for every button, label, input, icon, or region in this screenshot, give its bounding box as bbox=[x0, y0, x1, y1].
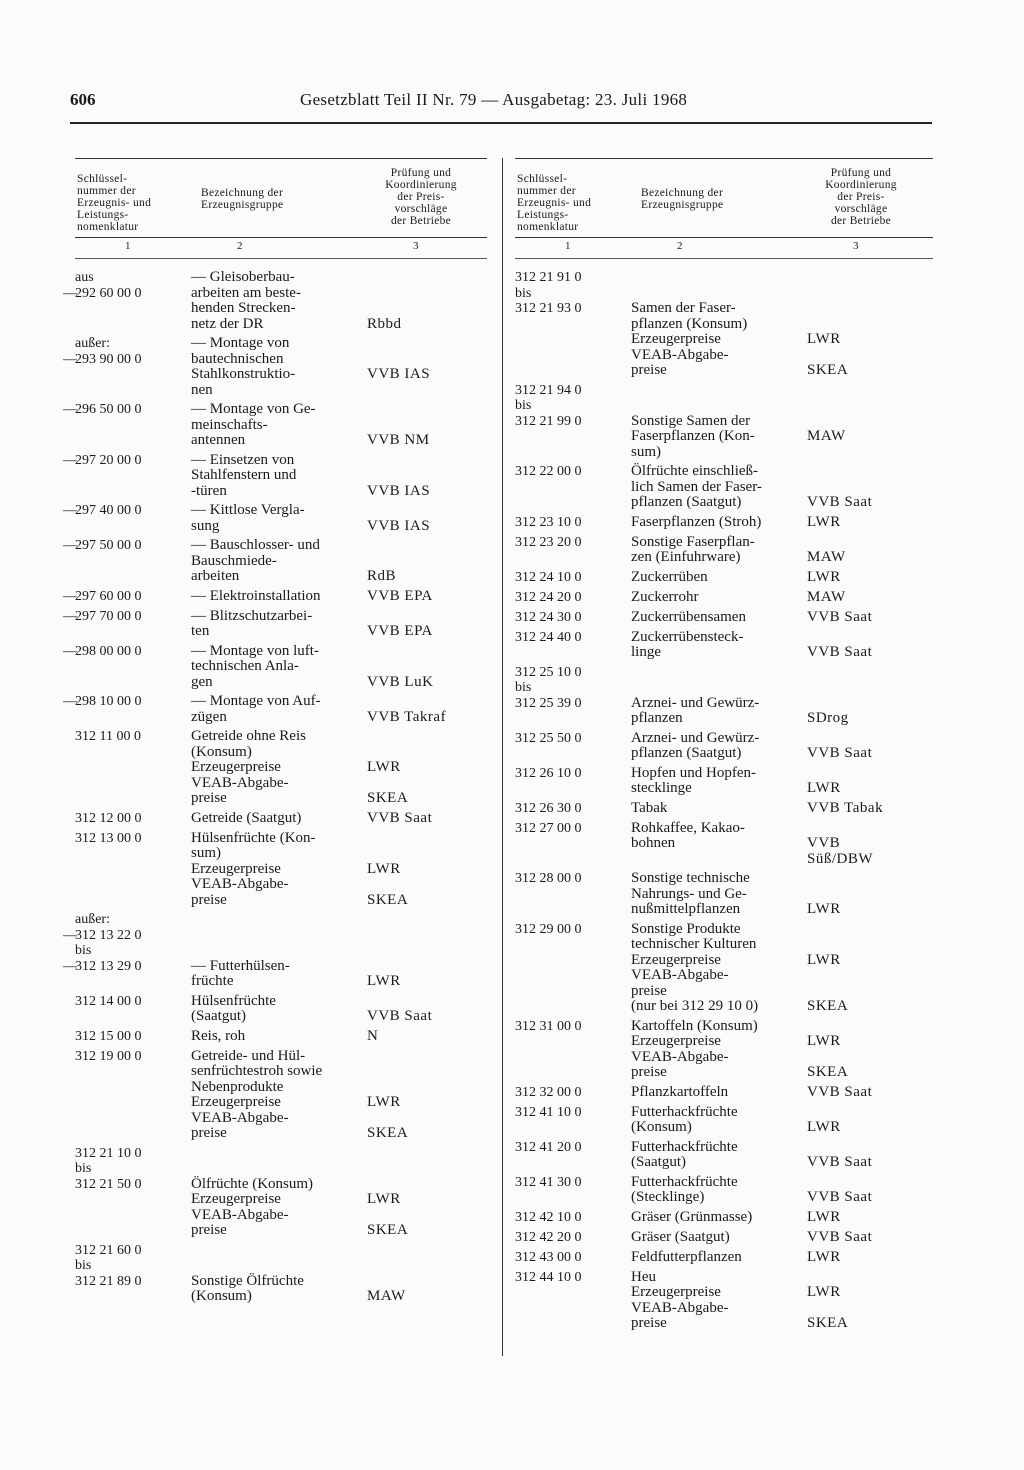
column-number-1: 1 bbox=[125, 240, 131, 252]
review-authority: LWR bbox=[807, 1033, 841, 1049]
table-row bbox=[515, 535, 933, 566]
header-price-review: Prüfung und Koordinierung der Preis- vorschläge der Betriebe bbox=[385, 167, 457, 227]
review-authority: VVB Saat bbox=[807, 608, 873, 625]
review-authority: LWR bbox=[807, 951, 841, 968]
table-row bbox=[515, 801, 933, 817]
margin-dash-mark: — bbox=[63, 538, 77, 553]
product-group: — Elektroinstallation bbox=[191, 587, 321, 604]
review-authority: VVB Tabak bbox=[807, 799, 884, 816]
review-authority: LWR bbox=[807, 901, 841, 917]
review-authority: LWR bbox=[807, 513, 841, 530]
key-number-text: 296 50 00 0 bbox=[75, 402, 142, 417]
table-row bbox=[63, 502, 487, 534]
table-row bbox=[63, 587, 487, 605]
column-number-3: 3 bbox=[413, 240, 419, 252]
key-number-text: 312 24 10 0 bbox=[515, 569, 582, 585]
key-number bbox=[75, 811, 183, 827]
key-number bbox=[63, 503, 183, 519]
key-number bbox=[515, 570, 623, 586]
key-number bbox=[75, 1029, 183, 1045]
header-product-group: Bezeichnung der Erzeugnisgruppe bbox=[201, 187, 284, 211]
product-group: Kartoffeln (Konsum) Erzeugerpreise VEAB-Abgabe- preise bbox=[631, 1017, 758, 1080]
review-authority: SKEA bbox=[367, 1125, 409, 1141]
key-number bbox=[63, 402, 183, 418]
product-group: Zuckerrüben bbox=[631, 568, 708, 585]
header-product-group: Bezeichnung der Erzeugnisgruppe bbox=[641, 187, 724, 211]
table-row bbox=[515, 270, 933, 379]
table-row bbox=[75, 1146, 487, 1239]
product-group: Arznei- und Gewürz- pflanzen bbox=[631, 694, 760, 726]
entries-list bbox=[515, 270, 933, 1336]
review-authority: VVB Saat bbox=[807, 1154, 873, 1170]
review-authority: LWR bbox=[367, 759, 401, 775]
product-group: Gräser (Grünmasse) bbox=[631, 1208, 753, 1225]
key-number bbox=[515, 1105, 623, 1121]
key-number-text: 297 50 00 0 bbox=[75, 538, 142, 553]
key-number-text: 297 40 00 0 bbox=[75, 503, 142, 518]
review-authority: VVB IAS bbox=[367, 482, 431, 499]
product-group: Hülsenfrüchte (Kon- sum) Erzeugerpreise VEAB-Abgabe- preise bbox=[191, 829, 316, 908]
key-number-text: 298 10 00 0 bbox=[75, 694, 142, 709]
table-row bbox=[63, 269, 487, 332]
review-authority: VVB bbox=[807, 835, 841, 851]
product-group: Getreide ohne Reis (Konsum) Erzeugerpreise VEAB-Abgabe- preise bbox=[191, 728, 306, 806]
left-column bbox=[63, 158, 487, 1358]
key-number-text: 312 19 00 0 bbox=[75, 1048, 142, 1064]
table-row bbox=[63, 451, 487, 500]
product-group: Futterhackfrüchte (Konsum) bbox=[631, 1103, 738, 1135]
review-authority: VVB Saat bbox=[367, 1008, 433, 1024]
key-number-text: 312 21 10 0 bis 312 21 50 0 bbox=[75, 1145, 142, 1192]
margin-dash-mark: — bbox=[63, 503, 77, 518]
table-row bbox=[75, 1049, 487, 1142]
review-authority: VVB IAS bbox=[367, 366, 431, 382]
key-number-text: 312 14 00 0 bbox=[75, 993, 142, 1009]
review-authority: VVB LuK bbox=[367, 673, 434, 690]
key-number-text: 312 22 00 0 bbox=[515, 464, 582, 479]
key-number-text: 298 00 00 0 bbox=[75, 643, 142, 659]
table-row bbox=[515, 590, 933, 606]
product-group: Pflanzkartoffeln bbox=[631, 1083, 729, 1100]
review-authority: VVB Saat bbox=[367, 809, 433, 826]
table-row bbox=[515, 1270, 933, 1332]
key-number bbox=[515, 1085, 623, 1101]
table-row bbox=[515, 1140, 933, 1171]
review-authority: LWR bbox=[807, 568, 841, 585]
margin-dash-mark: — bbox=[63, 643, 77, 659]
review-authority: SKEA bbox=[807, 1315, 849, 1331]
key-number-text: 312 25 10 0 bis 312 25 39 0 bbox=[515, 664, 582, 711]
key-number-text: 312 41 10 0 bbox=[515, 1104, 582, 1120]
key-number bbox=[515, 630, 623, 646]
key-number bbox=[515, 922, 623, 938]
key-number bbox=[63, 694, 183, 710]
key-number bbox=[63, 643, 183, 660]
header-price-review: Prüfung und Koordinierung der Preis- vorschläge der Betriebe bbox=[825, 167, 897, 227]
page-number: 606 bbox=[70, 90, 96, 109]
product-group: Feldfutterpflanzen bbox=[631, 1248, 742, 1265]
product-group: Sonstige technische Nahrungs- und Ge- nußmittelpflanzen bbox=[631, 870, 750, 917]
key-number bbox=[515, 871, 623, 887]
product-group: Hülsenfrüchte (Saatgut) bbox=[191, 992, 276, 1024]
review-authority: N bbox=[367, 1027, 379, 1044]
product-group: Sonstige Ölfrüchte (Konsum) bbox=[191, 1272, 304, 1304]
product-group: — Futterhülsen- früchte bbox=[191, 957, 290, 989]
key-number-text: 312 28 00 0 bbox=[515, 871, 582, 886]
review-authority: SDrog bbox=[807, 710, 849, 726]
product-group: — Montage von bautechnischen Stahlkonstruktio- nen bbox=[191, 335, 296, 398]
key-number-text: 312 15 00 0 bbox=[75, 1028, 142, 1044]
product-group: — Einsetzen von Stahlfenstern und -türen bbox=[191, 451, 297, 499]
review-authority: MAW bbox=[807, 588, 846, 605]
review-authority: SKEA bbox=[367, 1222, 409, 1238]
table-row bbox=[515, 515, 933, 531]
review-authority: LWR bbox=[807, 1284, 841, 1300]
key-number bbox=[515, 1140, 623, 1156]
product-group: Faserpflanzen (Stroh) bbox=[631, 513, 762, 530]
table-row bbox=[515, 731, 933, 762]
margin-dash-mark: — bbox=[63, 588, 77, 604]
review-authority: SKEA bbox=[807, 362, 849, 378]
key-number bbox=[75, 831, 183, 847]
product-group: Arznei- und Gewürz- pflanzen (Saatgut) bbox=[631, 729, 760, 761]
table-row bbox=[515, 1230, 933, 1246]
column-numbers bbox=[75, 236, 487, 259]
review-authority: SKEA bbox=[367, 891, 409, 908]
table-row bbox=[63, 401, 487, 449]
key-number bbox=[63, 538, 183, 554]
table-row bbox=[75, 811, 487, 827]
key-number bbox=[515, 535, 623, 551]
table-row bbox=[515, 630, 933, 661]
product-group: Getreide- und Hül- senfrüchtestroh sowie Nebenprodukte Erzeugerpreise VEAB-Abgabe- preise bbox=[191, 1047, 323, 1141]
review-authority: VVB Saat bbox=[807, 745, 873, 761]
product-group: Gräser (Saatgut) bbox=[631, 1228, 730, 1245]
key-number-text: 312 26 30 0 bbox=[515, 800, 582, 816]
product-group: — Kittlose Vergla- sung bbox=[191, 502, 305, 534]
key-number bbox=[63, 336, 183, 367]
product-group: Futterhackfrüchte (Saatgut) bbox=[631, 1138, 738, 1170]
key-number bbox=[75, 1146, 183, 1193]
margin-dash-mark: — bbox=[63, 958, 77, 974]
table-row bbox=[63, 642, 487, 691]
key-number bbox=[515, 270, 623, 317]
table-row bbox=[515, 464, 933, 511]
key-number bbox=[63, 270, 183, 301]
key-number-text: 312 24 40 0 bbox=[515, 629, 582, 645]
column-number-1: 1 bbox=[565, 240, 571, 252]
key-number-text: 312 11 00 0 bbox=[75, 729, 141, 744]
product-group: — Montage von luft- technischen Anla- gen bbox=[191, 642, 319, 690]
review-authority: LWR bbox=[367, 860, 401, 877]
margin-dash-mark: — bbox=[63, 351, 77, 367]
product-group: Getreide (Saatgut) bbox=[191, 809, 302, 826]
review-authority: LWR bbox=[807, 1248, 841, 1265]
key-number-text: 312 24 20 0 bbox=[515, 589, 582, 605]
key-number-text: 312 31 00 0 bbox=[515, 1018, 582, 1034]
table-row bbox=[63, 335, 487, 398]
product-group: Heu Erzeugerpreise VEAB-Abgabe- preise bbox=[631, 1268, 729, 1331]
product-group: Ölfrüchte einschließ- lich Samen der Faser- pflanzen (Saatgut) bbox=[631, 463, 762, 510]
review-authority: VVB Saat bbox=[807, 1083, 873, 1100]
key-number bbox=[515, 590, 623, 606]
product-group: Sonstige Produkte technischer Kulturen Erzeugerpreise VEAB-Abgabe- preise (nur bei 312 29 10 0) bbox=[631, 920, 759, 1014]
column-number-2: 2 bbox=[237, 240, 243, 252]
key-number bbox=[515, 464, 623, 480]
table-row bbox=[515, 383, 933, 461]
review-authority: VVB Saat bbox=[807, 1189, 873, 1205]
key-number-text: außer: 312 13 22 0 bis 312 13 29 0 bbox=[75, 912, 142, 974]
entries-list bbox=[63, 269, 487, 1309]
review-authority: LWR bbox=[367, 973, 401, 989]
key-number bbox=[515, 821, 623, 837]
product-group: — Gleisoberbau- arbeiten am beste- henden Strecken- netz der DR bbox=[191, 269, 301, 332]
review-authority: LWR bbox=[807, 1208, 841, 1225]
table-header bbox=[75, 158, 487, 238]
key-number-text: 312 13 00 0 bbox=[75, 830, 142, 846]
table-row bbox=[515, 1085, 933, 1101]
header-key-number: Schlüssel- nummer der Erzeugnis- und Leistungs- nomenklatur bbox=[517, 173, 592, 233]
key-number bbox=[515, 1210, 623, 1226]
product-group: Rohkaffee, Kakao- bohnen bbox=[631, 819, 745, 851]
column-number-2: 2 bbox=[677, 240, 683, 252]
key-number-text: 312 25 50 0 bbox=[515, 730, 582, 746]
key-number bbox=[515, 731, 623, 747]
product-group: Zuckerrübensamen bbox=[631, 608, 746, 625]
key-number-text: 312 29 00 0 bbox=[515, 921, 582, 937]
column-number-3: 3 bbox=[853, 240, 859, 252]
review-authority: VVB Takraf bbox=[367, 708, 447, 725]
margin-dash-mark: — bbox=[63, 452, 77, 468]
key-number-text: 312 43 00 0 bbox=[515, 1249, 582, 1265]
table-row bbox=[75, 729, 487, 807]
key-number bbox=[75, 729, 183, 745]
review-authority: VVB NM bbox=[367, 432, 430, 448]
key-number bbox=[63, 452, 183, 469]
product-group: — Montage von Auf- zügen bbox=[191, 693, 321, 725]
key-number bbox=[515, 1230, 623, 1246]
table-row bbox=[515, 1019, 933, 1081]
table-row bbox=[75, 1029, 487, 1045]
review-authority: LWR bbox=[807, 331, 841, 347]
key-number bbox=[63, 588, 183, 605]
key-number bbox=[63, 912, 183, 974]
review-authority: LWR bbox=[807, 780, 841, 796]
table-row bbox=[63, 693, 487, 725]
table-row bbox=[515, 1175, 933, 1206]
key-number-text: 312 12 00 0 bbox=[75, 810, 142, 826]
review-authority: VVB Saat bbox=[807, 1228, 873, 1245]
table-row bbox=[63, 912, 487, 990]
key-number bbox=[515, 1175, 623, 1191]
review-authority: VVB EPA bbox=[367, 623, 433, 639]
key-number-text: 312 27 00 0 bbox=[515, 820, 582, 836]
key-number-text: 312 23 10 0 bbox=[515, 514, 582, 530]
table-row bbox=[515, 766, 933, 797]
margin-dash-mark: — bbox=[63, 927, 77, 943]
product-group: — Montage von Ge- meinschafts- antennen bbox=[191, 401, 316, 448]
key-number-text: 312 41 20 0 bbox=[515, 1139, 582, 1155]
key-number-text: 312 21 94 0 bis 312 21 99 0 bbox=[515, 382, 582, 429]
key-number bbox=[515, 766, 623, 782]
key-number bbox=[75, 994, 183, 1010]
table-row bbox=[515, 1210, 933, 1226]
key-number bbox=[515, 1019, 623, 1035]
key-number bbox=[515, 383, 623, 430]
header-key-number: Schlüssel- nummer der Erzeugnis- und Leistungs- nomenklatur bbox=[77, 173, 152, 233]
key-number bbox=[515, 665, 623, 712]
column-divider bbox=[502, 158, 503, 1356]
key-number bbox=[515, 1250, 623, 1266]
product-group: — Bauschlosser- und Bauschmiede- arbeiten bbox=[191, 537, 320, 584]
product-group: Ölfrüchte (Konsum) Erzeugerpreise VEAB-Abgabe- preise bbox=[191, 1175, 314, 1238]
key-number-text: 297 70 00 0 bbox=[75, 608, 142, 624]
review-authority: MAW bbox=[807, 549, 846, 565]
key-number-text: 312 42 10 0 bbox=[515, 1209, 582, 1225]
review-authority: VVB EPA bbox=[367, 587, 433, 604]
table-row bbox=[63, 607, 487, 640]
review-authority: LWR bbox=[807, 1119, 841, 1135]
key-number-text: 312 32 00 0 bbox=[515, 1084, 582, 1100]
table-row bbox=[515, 570, 933, 586]
margin-dash-mark: — bbox=[63, 402, 77, 417]
header-rule bbox=[70, 122, 932, 124]
table-row bbox=[515, 1250, 933, 1266]
margin-dash-mark: — bbox=[63, 285, 77, 301]
table-row bbox=[515, 1105, 933, 1136]
right-column bbox=[515, 158, 933, 1368]
key-number bbox=[515, 801, 623, 817]
page-header bbox=[70, 90, 930, 120]
table-row bbox=[63, 537, 487, 585]
key-number bbox=[63, 608, 183, 625]
key-number bbox=[515, 1270, 623, 1286]
review-authority: Süß/DBW bbox=[807, 850, 874, 867]
key-number-text: 297 20 00 0 bbox=[75, 452, 142, 468]
review-authority: MAW bbox=[807, 428, 846, 444]
product-group: Sonstige Samen der Faserpflanzen (Kon- sum) bbox=[631, 412, 755, 460]
table-row bbox=[515, 821, 933, 868]
table-row bbox=[75, 831, 487, 909]
key-number-text: 297 60 00 0 bbox=[75, 588, 142, 604]
key-number-text: außer: 293 90 00 0 bbox=[75, 336, 142, 367]
review-authority: LWR bbox=[367, 1094, 401, 1110]
key-number-text: 312 41 30 0 bbox=[515, 1174, 582, 1190]
review-authority: LWR bbox=[367, 1191, 401, 1207]
key-number-text: 312 26 10 0 bbox=[515, 765, 582, 781]
product-group: Futterhackfrüchte (Stecklinge) bbox=[631, 1173, 738, 1205]
product-group: Zuckerrohr bbox=[631, 588, 699, 605]
column-numbers bbox=[515, 236, 933, 259]
key-number bbox=[515, 610, 623, 626]
review-authority: SKEA bbox=[367, 790, 409, 806]
page-title: Gesetzblatt Teil II Nr. 79 — Ausgabetag: 23. Juli 1968 bbox=[300, 90, 688, 109]
margin-dash-mark: — bbox=[63, 694, 77, 709]
product-group: Reis, roh bbox=[191, 1027, 246, 1044]
review-authority: VVB IAS bbox=[367, 517, 431, 534]
table-row bbox=[515, 871, 933, 918]
review-authority: VVB Saat bbox=[807, 644, 873, 660]
review-authority: MAW bbox=[367, 1288, 406, 1304]
key-number-text: 312 23 20 0 bbox=[515, 534, 582, 550]
table-header bbox=[515, 158, 933, 238]
product-group: — Blitzschutzarbei- ten bbox=[191, 607, 313, 639]
review-authority: RdB bbox=[367, 568, 397, 584]
product-group: Zuckerrübensteck- linge bbox=[631, 628, 744, 660]
table-row bbox=[515, 922, 933, 1015]
key-number-text: 312 42 20 0 bbox=[515, 1229, 582, 1245]
product-group: Samen der Faser- pflanzen (Konsum) Erzeugerpreise VEAB-Abgabe- preise bbox=[631, 300, 748, 378]
key-number bbox=[75, 1243, 183, 1290]
product-group: Sonstige Faserpflan- zen (Einfuhrware) bbox=[631, 533, 755, 565]
review-authority: SKEA bbox=[807, 1064, 849, 1080]
review-authority: VVB Saat bbox=[807, 494, 873, 510]
key-number-text: 312 24 30 0 bbox=[515, 609, 582, 625]
table-row bbox=[75, 994, 487, 1025]
key-number-text: 312 21 60 0 bis 312 21 89 0 bbox=[75, 1242, 142, 1289]
table-row bbox=[515, 665, 933, 727]
review-authority: SKEA bbox=[807, 998, 849, 1014]
review-authority: Rbbd bbox=[367, 315, 402, 332]
product-group: Hopfen und Hopfen- stecklinge bbox=[631, 764, 756, 796]
table-row bbox=[75, 1243, 487, 1305]
key-number bbox=[515, 515, 623, 531]
table-row bbox=[515, 610, 933, 626]
key-number bbox=[75, 1049, 183, 1065]
key-number-text: 312 44 10 0 bbox=[515, 1269, 582, 1285]
key-number-text: 312 21 91 0 bis 312 21 93 0 bbox=[515, 270, 582, 316]
product-group: Tabak bbox=[631, 799, 668, 816]
margin-dash-mark: — bbox=[63, 608, 77, 624]
key-number-text: aus 292 60 00 0 bbox=[75, 270, 142, 301]
